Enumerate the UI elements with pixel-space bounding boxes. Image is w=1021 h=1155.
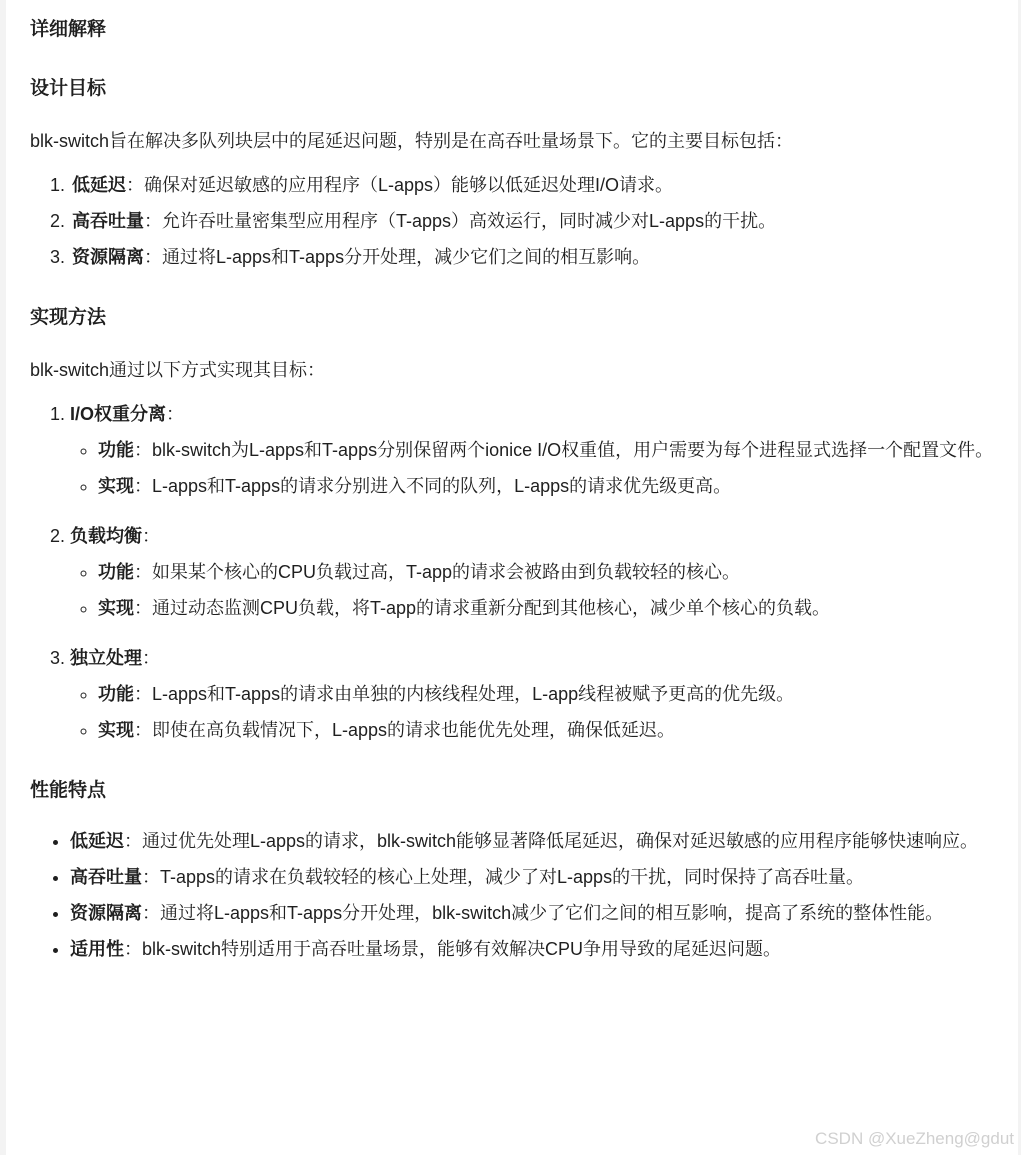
sub-text: 如果某个核心的CPU负载过高，T-app的请求会被路由到负载较轻的核心。 [152,562,741,582]
sub-term: 实现 [98,598,134,618]
list-item [98,676,1018,712]
goals-intro: blk-switch旨在解决多队列块层中的尾延迟问题，特别是在高吞吐量场景下。它的主要目标包括： [30,131,794,151]
colon: ： [142,867,160,887]
colon: ： [144,247,162,267]
perf-text: 通过将L-apps和T-apps分开处理，blk-switch减少了它们之间的相互影响，提高了系统的整体性能。 [160,903,944,923]
goal-text: 确保对延迟敏感的应用程序（L-apps）能够以低延迟处理I/O请求。 [144,175,674,195]
list-item [98,554,1018,590]
list-item [98,432,1018,468]
method-sub-list [70,554,1018,626]
sub-text: L-apps和T-apps的请求分别进入不同的队列，L-apps的请求优先级更高。 [152,476,732,496]
perf-term: 适用性 [70,939,124,959]
colon: ： [142,903,160,923]
watermark: CSDN @XueZheng@gdut [815,1129,1014,1148]
heading-detail: 详细解释 [30,19,107,40]
list-item [70,396,1018,504]
list-item [70,859,1015,895]
sub-term: 实现 [98,476,134,496]
impl-intro: blk-switch通过以下方式实现其目标： [30,360,326,380]
colon: ： [124,939,142,959]
colon: ： [144,211,162,231]
colon: ： [134,684,152,704]
perf-term: 高吞吐量 [70,867,142,887]
list-item [70,640,1018,748]
list-item [70,823,1015,859]
sub-term: 功能 [98,684,134,704]
sub-term: 功能 [98,440,134,460]
perf-text: T-apps的请求在负载较轻的核心上处理，减少了对L-apps的干扰，同时保持了高吞吐量。 [160,867,865,887]
list-item [98,468,1018,504]
goals-list [30,167,1018,275]
goal-term: 资源隔离 [72,247,144,267]
list-item [98,590,1018,626]
colon: ： [124,831,142,851]
perf-term: 资源隔离 [70,903,142,923]
sub-text: 即使在高负载情况下，L-apps的请求也能优先处理，确保低延迟。 [152,720,676,740]
perf-text: blk-switch特别适用于高吞吐量场景，能够有效解决CPU争用导致的尾延迟问题。 [142,939,782,959]
goal-text: 通过将L-apps和T-apps分开处理，减少它们之间的相互影响。 [162,247,651,267]
colon: ： [134,476,152,496]
list-item [70,167,1018,203]
sub-term: 功能 [98,562,134,582]
method-term: I/O权重分离 [70,404,167,424]
perf-term: 低延迟 [70,831,124,851]
methods-list [30,396,1018,748]
list-item [98,712,1018,748]
heading-implementation: 实现方法 [30,307,107,328]
heading-performance: 性能特点 [30,780,107,801]
heading-design-goals: 设计目标 [30,78,107,99]
colon: ： [134,598,152,618]
sub-text: blk-switch为L-apps和T-apps分别保留两个ionice I/O权重值，用户需要为每个进程显式选择一个配置文件。 [152,440,994,460]
goal-term: 低延迟 [72,175,126,195]
sub-text: 通过动态监测CPU负载，将T-app的请求重新分配到其他核心，减少单个核心的负载。 [152,598,831,618]
method-term: 负载均衡 [70,526,142,546]
colon: ： [142,526,160,546]
sub-text: L-apps和T-apps的请求由单独的内核线程处理，L-app线程被赋予更高的优先级。 [152,684,795,704]
colon: ： [134,720,152,740]
colon: ： [134,440,152,460]
colon: ： [142,648,160,668]
list-item [70,518,1018,626]
perf-text: 通过优先处理L-apps的请求，blk-switch能够显著降低尾延迟，确保对延迟敏感的应用程序能够快速响应。 [142,831,979,851]
colon: ： [126,175,144,195]
list-item [70,895,1015,931]
sub-term: 实现 [98,720,134,740]
colon: ： [166,404,185,424]
goal-text: 允许吞吐量密集型应用程序（T-apps）高效运行，同时减少对L-apps的干扰。 [162,211,777,231]
colon: ： [134,562,152,582]
goal-term: 高吞吐量 [72,211,144,231]
list-item [70,239,1018,275]
list-item [70,203,1018,239]
method-sub-list [70,432,1018,504]
method-term: 独立处理 [70,648,142,668]
performance-list [30,823,1015,967]
method-sub-list [70,676,1018,748]
article [6,0,1018,1155]
list-item [70,931,1015,967]
